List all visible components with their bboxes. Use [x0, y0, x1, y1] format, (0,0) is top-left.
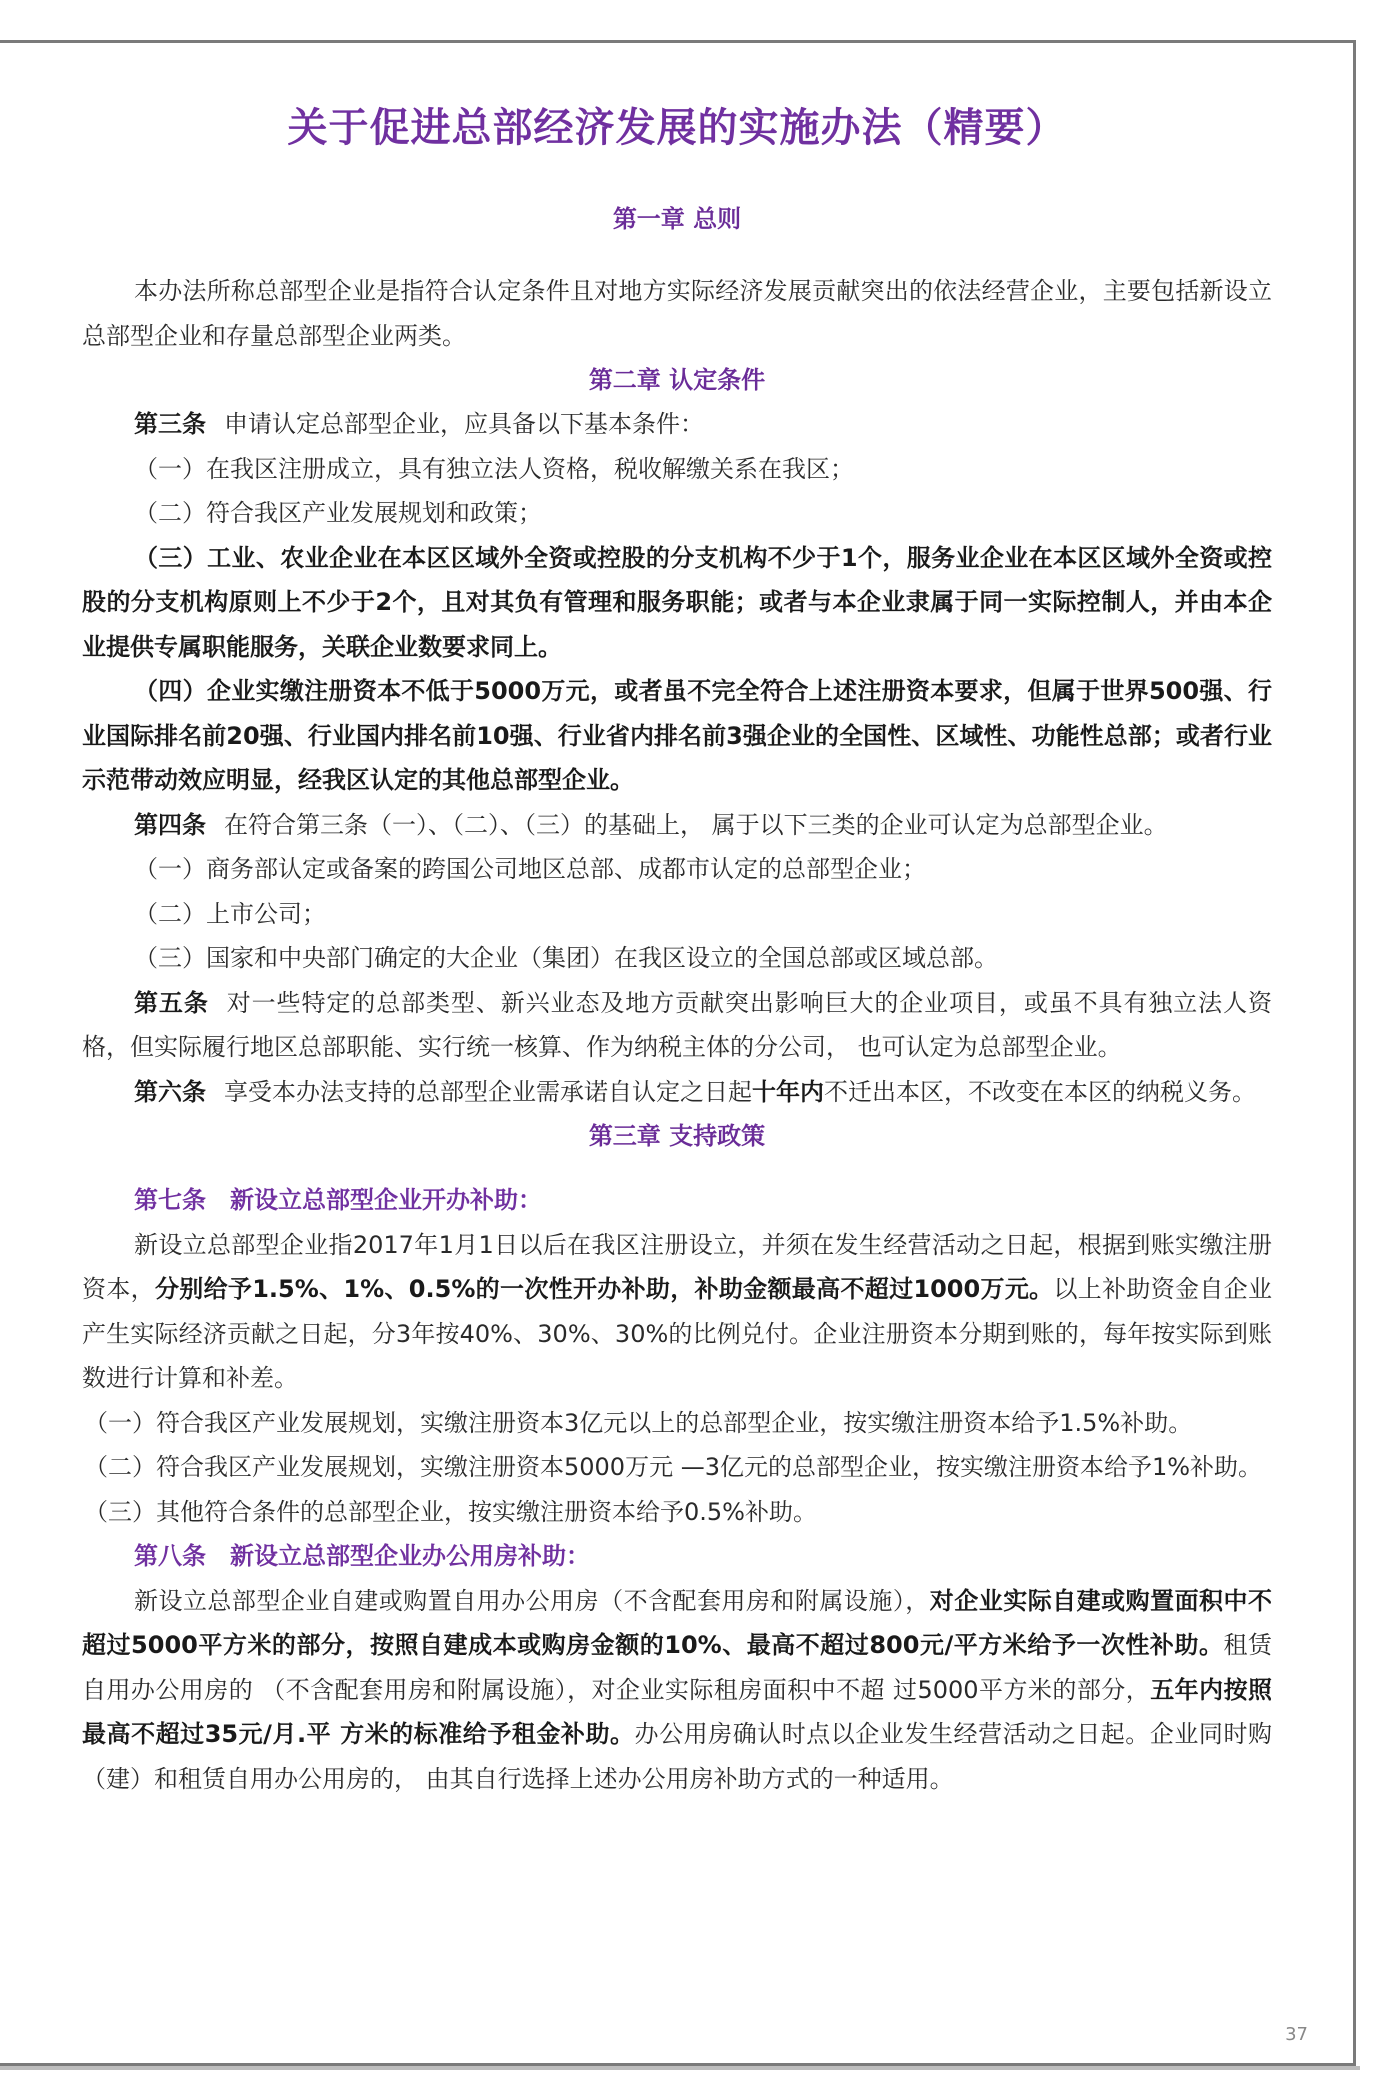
- chapter-1-paragraph: 本办法所称总部型企业是指符合认定条件且对地方实际经济发展贡献突出的依法经营企业，主要包括新设立总部型企业和存量总部型企业两类。: [82, 277, 1272, 350]
- article-4-item-1: （一）商务部认定或备案的跨国公司地区总部、成都市认定的总部型企业；: [134, 855, 926, 883]
- article-6-text-b: 不迁出本区，不改变在本区的纳税义务。: [824, 1077, 1256, 1106]
- article-4-intro: [82, 803, 1272, 848]
- chapter-1-heading: 第一章 总则: [612, 205, 742, 233]
- article-3-intro-text: 申请认定总部型企业，应具备以下基本条件：: [224, 410, 704, 438]
- article-8-text-b: 租赁自用办公用房的 （不含配套用房和附属设施），对企业实际租房面积中不超 过5000平方米的部分，: [82, 1631, 1273, 1704]
- article-8-text-a: 新设立总部型企业自建或购置自用办公用房（不含配套用房和附属设施），: [134, 1586, 930, 1615]
- article-6-text-a: 享受本办法支持的总部型企业需承诺自认定之日起: [224, 1077, 752, 1106]
- article-8-text-c: 办公用房确认时点以企业发生经营活动之日起。企业同时购（建）和租赁自用办公用房的， 由其自行选择上述办公用房补助方式的一种适用。: [82, 1720, 1272, 1793]
- article-6-text-bold: 十年内: [752, 1077, 824, 1106]
- article-7-item-3: （三）其他符合条件的总部型企业，按实缴注册资本给予0.5%补助。: [84, 1497, 817, 1526]
- article-6-label: 第六条: [134, 1077, 206, 1106]
- article-3-item-1: （一）在我区注册成立，具有独立法人资格，税收解缴关系在我区；: [134, 454, 854, 483]
- article-8-text-bold-2: 五年内按照最高不超过35元/月.平 方米的标准给予租金补助。: [82, 1675, 1272, 1748]
- chapter-2-heading: 第二章 认定条件: [588, 366, 766, 394]
- article-6: [82, 1070, 1272, 1115]
- article-7-item-1: （一）符合我区产业发展规划，实缴注册资本3亿元以上的总部型企业，按实缴注册资本给予1.5%补助。: [84, 1408, 1193, 1437]
- document-title: 关于促进总部经济发展的实施办法（精要）: [287, 105, 1067, 151]
- article-8-text-bold-1: 对企业实际自建或购置面积中不超过5000平方米的部分，按照自建成本或购房金额的10%、最高不超过800元/平方米给予一次性补助。: [82, 1586, 1272, 1659]
- article-7-text-bold: 分别给予1.5%、1%、0.5%的一次性开办补助，补助金额最高不超过1000万元。: [154, 1275, 1054, 1303]
- article-7-text-b: 以上补助资金自企业产生实际经济贡献之日起，分3年按40%、30%、30%的比例兑付。企业注册资本分期到账的，每年按实际到账数进行计算和补差。: [82, 1275, 1273, 1392]
- article-3-item-4: （四）企业实缴注册资本不低于5000万元，或者虽不完全符合上述注册资本要求，但属于世界500强、行业国际排名前20强、行业国内排名前10强、行业省内排名前3强企业的全国性、区域性、功能性总部；或者行业示范带动效应明显，经我区认定的其他总部型企业。: [82, 677, 1272, 794]
- article-4-item-3: （三）国家和中央部门确定的大企业（集团）在我区设立的全国总部或区域总部。: [134, 944, 998, 972]
- article-7-paragraph: [82, 1223, 1272, 1401]
- article-3-intro: [82, 402, 1272, 447]
- article-7-text-a: 新设立总部型企业指2017年1月1日以后在我区注册设立，并须在发生经营活动之日起，根据到账实缴注册资本，: [82, 1230, 1272, 1303]
- article-7-heading: 第七条 新设立总部型企业开办补助：: [134, 1186, 542, 1214]
- page-number: 37: [1285, 2024, 1308, 2045]
- article-8-paragraph: [82, 1579, 1272, 1802]
- article-3-item-2: （二）符合我区产业发展规划和政策；: [134, 499, 542, 527]
- article-8-heading: 第八条 新设立总部型企业办公用房补助：: [134, 1542, 590, 1570]
- page-shadow: [0, 2066, 1360, 2070]
- article-4-label: 第四条: [134, 810, 206, 839]
- article-3-item-3: （三）工业、农业企业在本区区域外全资或控股的分支机构不少于1个，服务业企业在本区区域外全资或控股的分支机构原则上不少于2个，且对其负有管理和服务职能；或者与本企业隶属于同一实际控制人，并由本企业提供专属职能服务，关联企业数要求同上。: [82, 543, 1272, 661]
- document-body: [82, 96, 1272, 1801]
- article-4-intro-text: 在符合第三条（一）、（二）、（三）的基础上， 属于以下三类的企业可认定为总部型企业。: [224, 810, 1168, 839]
- chapter-3-heading: 第三章 支持政策: [588, 1122, 766, 1150]
- article-3-label: 第三条: [134, 410, 206, 438]
- article-5-text: 对一些特定的总部类型、新兴业态及地方贡献突出影响巨大的企业项目，或虽不具有独立法人资格，但实际履行地区总部职能、实行统一核算、作为纳税主体的分公司， 也可认定为总部型企业。: [82, 988, 1273, 1061]
- article-4-item-2: （二）上市公司；: [134, 899, 326, 928]
- article-5-label: 第五条: [134, 988, 209, 1017]
- article-7-item-2: （二）符合我区产业发展规划，实缴注册资本5000万元 —3亿元的总部型企业，按实缴注册资本给予1%补助。: [84, 1453, 1263, 1481]
- article-5: [82, 981, 1272, 1070]
